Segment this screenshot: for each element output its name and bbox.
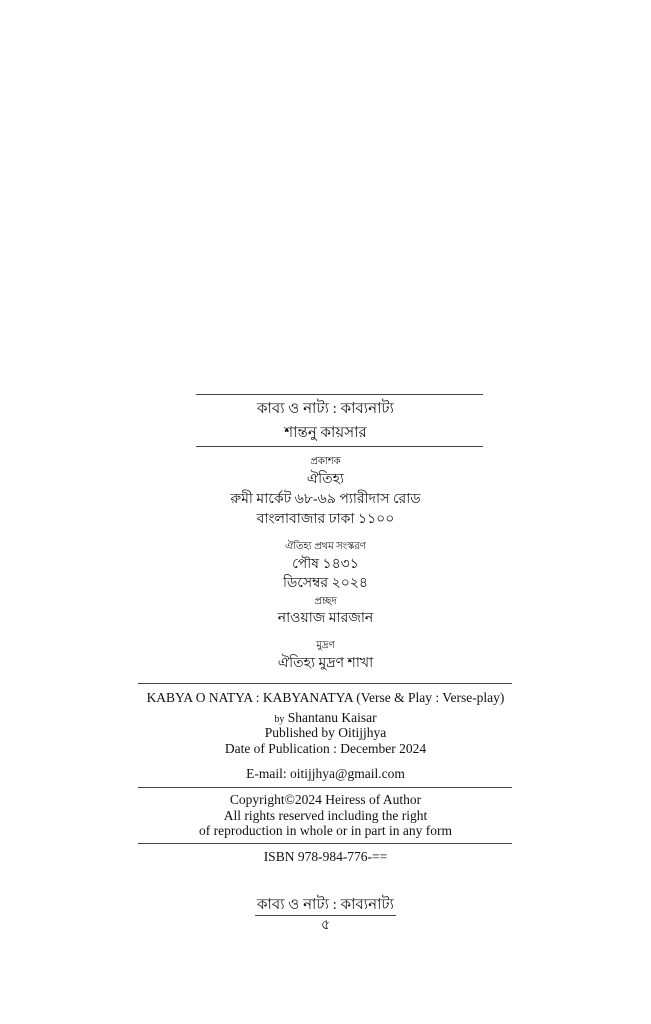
isbn-top-rule — [138, 843, 512, 844]
english-title: KABYA O NATYA : KABYANATYA (Verse & Play : Verse-play) — [146, 690, 505, 705]
publisher-address-line1: রুমী মার্কেট ৬৮-৬৯ প্যারীদাস রোড — [230, 492, 421, 507]
email: E-mail: oitijjhya@gmail.com — [246, 766, 405, 781]
printing-label: মুদ্রণ — [316, 640, 335, 651]
author-name-bengali: শান্তনু কায়সার — [284, 425, 367, 441]
printer-name: ঐতিহ্য মুদ্রণ শাখা — [277, 656, 374, 671]
copyright-line3: of reproduction in whole or in part in any form — [198, 823, 453, 838]
book-title-bengali: কাব্য ও নাট্য : কাব্যনাট্য — [257, 401, 394, 417]
cover-artist: নাওয়াজ মারজান — [277, 611, 374, 626]
copyright-top-rule — [138, 787, 512, 788]
running-title-footer — [0, 896, 651, 916]
publisher-label: প্রকাশক — [310, 456, 341, 467]
edition-month-bengali: পৌষ ১৪৩১ — [292, 557, 359, 572]
publisher-address-line2: বাংলাবাজার ঢাকা ১১০০ — [256, 512, 395, 527]
english-author-line — [0, 710, 651, 726]
cover-label: প্রচ্ছদ — [314, 596, 337, 607]
running-title: কাব্য ও নাট্য : কাব্যনাট্য — [255, 896, 396, 916]
header-bottom-rule — [196, 446, 483, 447]
copyright-line1: Copyright©2024 Heiress of Author — [229, 792, 422, 807]
header-top-rule — [196, 394, 483, 395]
english-author: Shantanu Kaisar — [287, 710, 377, 725]
copyright-line2: All rights reserved including the right — [223, 808, 428, 823]
edition-label: ঐতিহ্য প্রথম সংস্করণ — [285, 541, 366, 552]
published-by: Published by Oitijjhya — [264, 725, 387, 740]
publisher-name: ঐতিহ্য — [306, 472, 345, 487]
page-number: ৫ — [320, 918, 331, 933]
english-top-rule — [138, 683, 512, 684]
publication-date: Date of Publication : December 2024 — [224, 741, 427, 756]
edition-month-english: ডিসেম্বর ২০২৪ — [282, 576, 369, 591]
isbn: ISBN 978-984-776-== — [263, 849, 388, 864]
by-label: by — [274, 714, 285, 725]
